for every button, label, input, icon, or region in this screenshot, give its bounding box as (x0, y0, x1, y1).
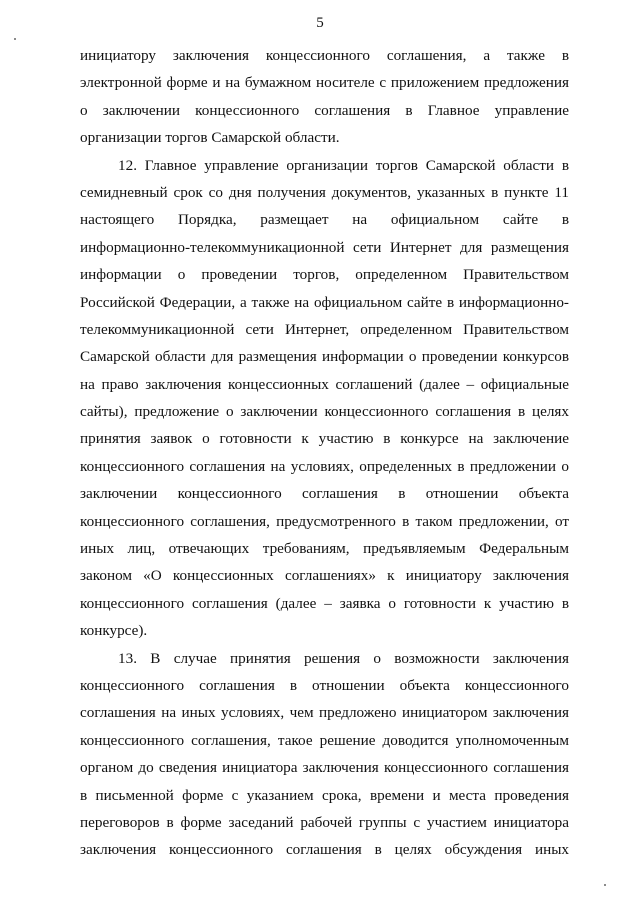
text-line: заключении концессионного соглашения в отношении объекта (80, 485, 569, 503)
text-line: концессионного соглашения на условиях, определенных в предложении о (80, 457, 569, 475)
text-line: Самарской области для размещения информации о проведении конкурсов (80, 348, 569, 366)
paragraph-12-first-line: 12. Главное управление организации торгов Самарской области в (118, 156, 569, 174)
page-number: 5 (316, 15, 324, 31)
text-line: конкурсе). (80, 622, 148, 640)
document-body (80, 42, 569, 864)
text-line: информации о проведении торгов, определенном Правительством (80, 266, 569, 284)
text-line: организации торгов Самарской области. (80, 129, 340, 147)
text-line: инициатору заключения концессионного соглашения, а также в (80, 47, 569, 64)
text-line: настоящего Порядка, размещает на официальном сайте в (80, 211, 569, 229)
scan-speck (604, 884, 606, 886)
text-line: соглашения на иных условиях, чем предложено инициатором заключения (80, 704, 569, 722)
text-line: Российской Федерации, а также на официальном сайте в информационно- (80, 293, 569, 311)
text-line: телекоммуникационной сети Интернет, определенном Правительством (80, 320, 569, 338)
paragraph-13-first-line: 13. В случае принятия решения о возможности заключения (118, 649, 569, 667)
text-line: иных лиц, отвечающих требованиям, предъявляемым Федеральным (80, 540, 569, 558)
text-line: концессионного соглашения в отношении объекта концессионного (80, 676, 569, 694)
text-line: сайты), предложение о заключении концессионного соглашения в целях (80, 403, 569, 421)
text-line: о заключении концессионного соглашения в Главное управление (80, 101, 569, 119)
text-line: концессионного соглашения, предусмотренного в таком предложении, от (80, 512, 569, 530)
text-line: в письменной форме с указанием срока, времени и места проведения (80, 786, 569, 804)
text-line: информационно-телекоммуникационной сети Интернет для размещения (80, 238, 569, 256)
text-line: концессионного соглашения (далее – заявка о готовности к участию в (80, 594, 569, 612)
text-line: электронной форме и на бумажном носителе с приложением предложения (80, 74, 569, 92)
text-line: на право заключения концессионных соглашений (далее – официальные (80, 375, 569, 393)
text-line: переговоров в форме заседаний рабочей группы с участием инициатора (80, 813, 569, 831)
text-line: законом «О концессионных соглашениях» к инициатору заключения (80, 567, 569, 585)
text-line: органом до сведения инициатора заключения концессионного соглашения (80, 759, 569, 777)
text-line: заключения концессионного соглашения в целях обсуждения иных (80, 841, 569, 859)
text-line: принятия заявок о готовности к участию в конкурсе на заключение (80, 430, 569, 448)
text-line: концессионного соглашения, такое решение доводится уполномоченным (80, 731, 569, 749)
scan-speck (14, 38, 16, 40)
text-line: семидневный срок со дня получения документов, указанных в пункте 11 (80, 183, 569, 201)
